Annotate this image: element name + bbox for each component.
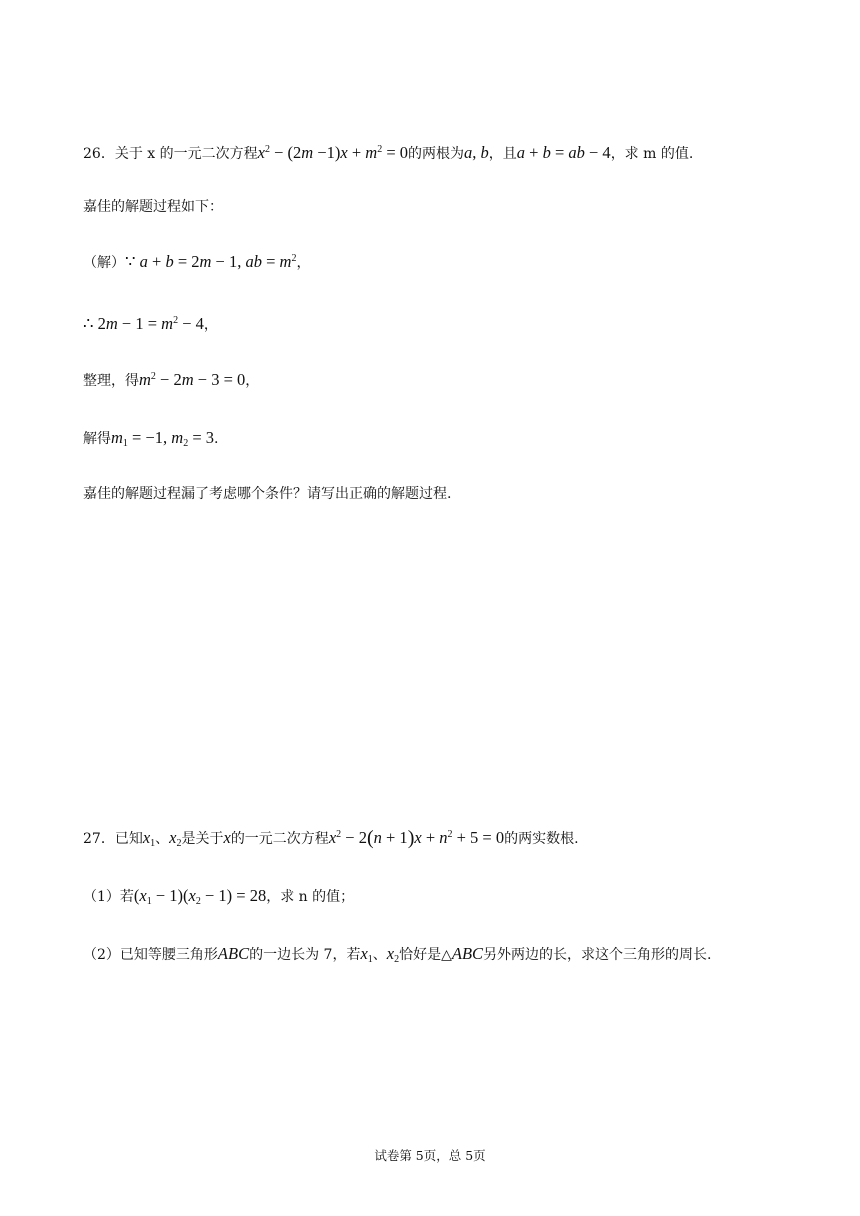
question-26-task: 嘉佳的解题过程漏了考虑哪个条件？请写出正确的解题过程.: [83, 486, 452, 502]
condition: a + b = ab − 4: [516, 143, 611, 162]
equation: $x^2 - (2m -1)x + m^2 = 0$: [257, 143, 408, 162]
solution-step-1: （解）∵ a + b = 2m − 1, ab = $m^2$，: [83, 252, 311, 271]
question-26-stem: 26．关于 x 的一元二次方程$x^2 - (2m -1)x + m^2 = 0$的两根为a, b，且a + b = ab − 4，求 m 的值.: [83, 143, 694, 162]
solution-step-2: ∴ $2m - 1 = m^2 - 4$，: [83, 314, 218, 333]
equation: $x^2 - 2(n + 1)x + n^2 + 5 = 0$: [328, 827, 505, 849]
page-footer: 试卷第 5页，总 5页: [374, 1148, 486, 1163]
solution-step-3: 整理，得$m^2 - 2m - 3 = 0$，: [83, 370, 260, 389]
question-27-part-2: （2）已知等腰三角形ABC的一边长为 7，若$x_1$、$x_2$恰好是△ABC另外两边的长，求这个三角形的周长.: [83, 944, 712, 965]
question-27-part-1: （1）若$(x_1 - 1)(x_2 - 1) = 28$，求 n 的值；: [83, 886, 355, 907]
question-number: 26．: [83, 146, 115, 162]
question-number: 27．: [83, 831, 115, 847]
question-27-stem: 27．已知$x_1$、$x_2$是关于x的一元二次方程$x^2 - 2(n + 1)x + n^2 + 5 = 0$的两实数根.: [83, 827, 579, 849]
solution-step-4: 解得$m_1 = -1$, $m_2 = 3$.: [83, 428, 219, 449]
solution-intro: 嘉佳的解题过程如下：: [83, 199, 223, 215]
